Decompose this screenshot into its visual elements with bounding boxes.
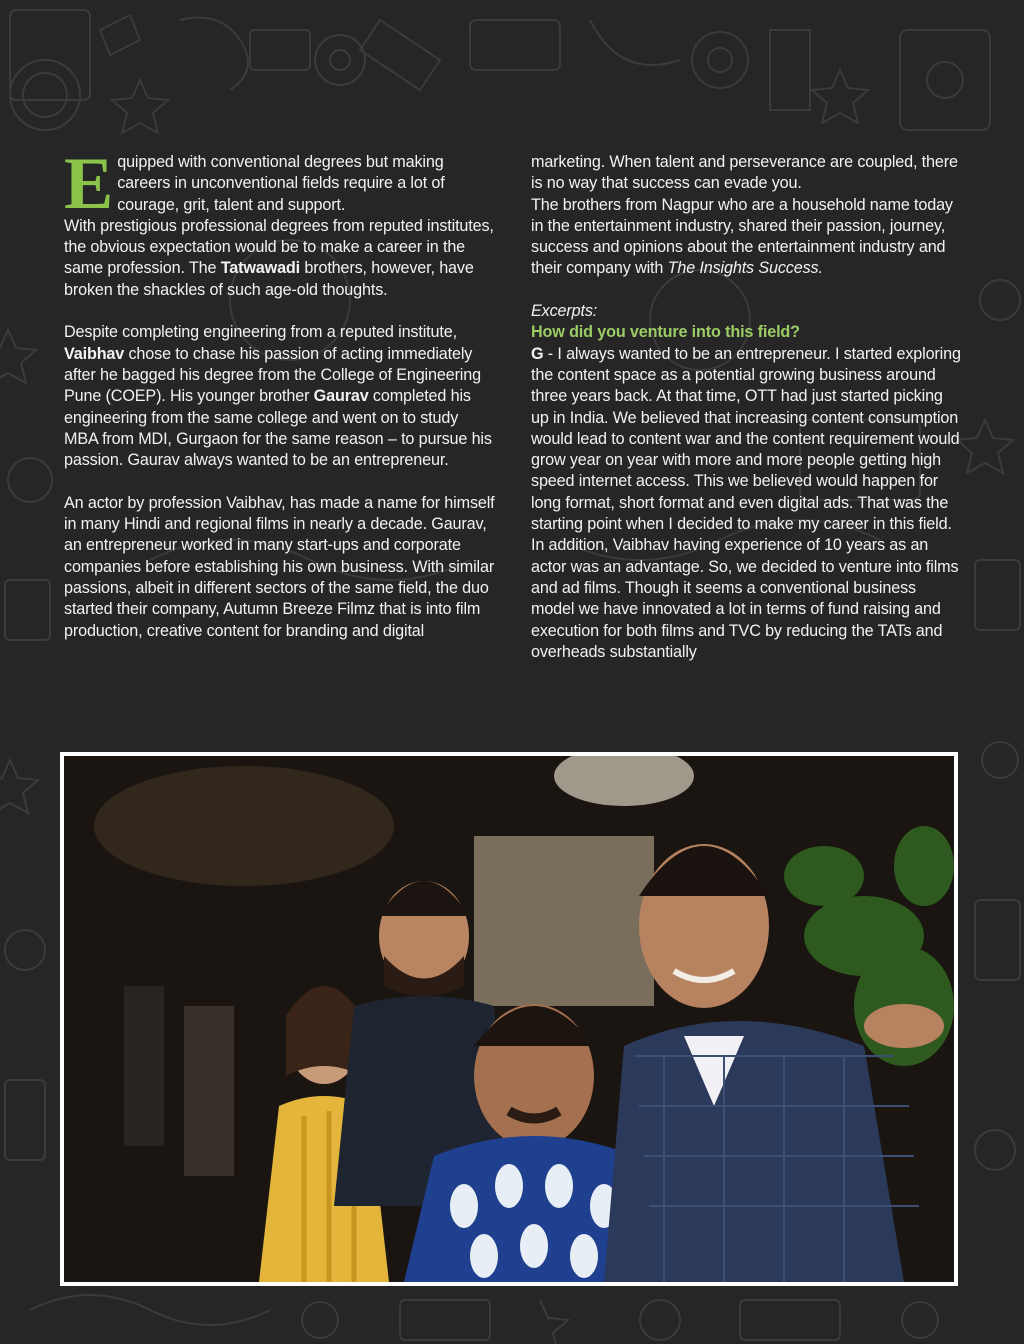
answer-text: - I always wanted to be an entrepreneur. I started exploring the content space as a potential growing business around three years back. At that time, OTT had just started picking up in India. We believed that increasing content consumption would lead to content war and the content requirement would grow year on year with more and more people getting high speed internet access. This we believed would happen for long format, short format and even digital ads. That was the starting point when I decided to make my career in this field. In addition, Vaibhav having experience of 10 years as an actor was an advantage. So, we decided to venture into films and ad films. Though it seems a conventional business model we have innovated a lot in terms of fund raising and execution for both films and TVC by reducing the TATs and overheads substantially <box>531 344 961 661</box>
paragraph-brothers <box>531 195 963 280</box>
name-vaibhav: Vaibhav <box>64 344 125 363</box>
paragraph-marketing: marketing. When talent and perseverance are coupled, there is no way that success can evade you. <box>531 153 958 193</box>
answer-speaker: G <box>531 344 544 363</box>
article-column-right <box>531 152 963 663</box>
text-run: With prestigious professional degrees from reputed institutes, the obvious expectation would be to make a career in the same profession. The <box>64 216 494 278</box>
name-tatwawadi: Tatwawadi <box>220 259 301 278</box>
text-run: brothers, however, have broken the shackles of such age-old thoughts. <box>64 259 474 299</box>
group-photo <box>64 756 954 1282</box>
magazine-name: The Insights Success. <box>667 259 823 278</box>
drop-cap: E <box>64 143 114 225</box>
paragraph-tatwawadi <box>64 216 496 301</box>
group-photo-frame <box>60 752 958 1286</box>
excerpts-text: Excerpts: <box>531 302 598 321</box>
name-gaurav: Gaurav <box>313 387 369 406</box>
article-column-left <box>64 143 496 642</box>
paragraph-actor: An actor by profession Vaibhav, has made a name for himself in many Hindi and regional films in nearly a decade. Gaurav, an entrepreneur worked in many start-ups and corporate companies before establishing his own business. With similar passions, albeit in different sectors of the same field, the duo started their company, Autumn Breeze Filmz that is into film production, creative content for branding and digital <box>64 493 495 640</box>
paragraph-vaibhav-gaurav <box>64 322 496 471</box>
excerpts-label <box>531 301 963 322</box>
intro-paragraph <box>64 143 496 225</box>
intro-lead-text: quipped with conventional degrees but making careers in unconventional fields require a lot of courage, grit, talent and support. <box>117 153 445 214</box>
interview-question: How did you venture into this field? <box>531 323 800 342</box>
text-run: chose to chase his passion of acting immediately after he bagged his degree from the College of Engineering Pune (COEP). His younger brother <box>64 344 481 406</box>
text-run: Despite completing engineering from a reputed institute, <box>64 323 457 342</box>
text-run: completed his engineering from the same college and went on to study MBA from MDI, Gurgaon for the same reason – to pursue his passion. Gaurav always wanted to be an entrepreneur. <box>64 387 492 470</box>
interview-answer <box>531 344 963 663</box>
text-run: The brothers from Nagpur who are a household name today in the entertainment industry, shared their passion, journey, success and opinions about the entertainment industry and their company with <box>531 195 953 278</box>
